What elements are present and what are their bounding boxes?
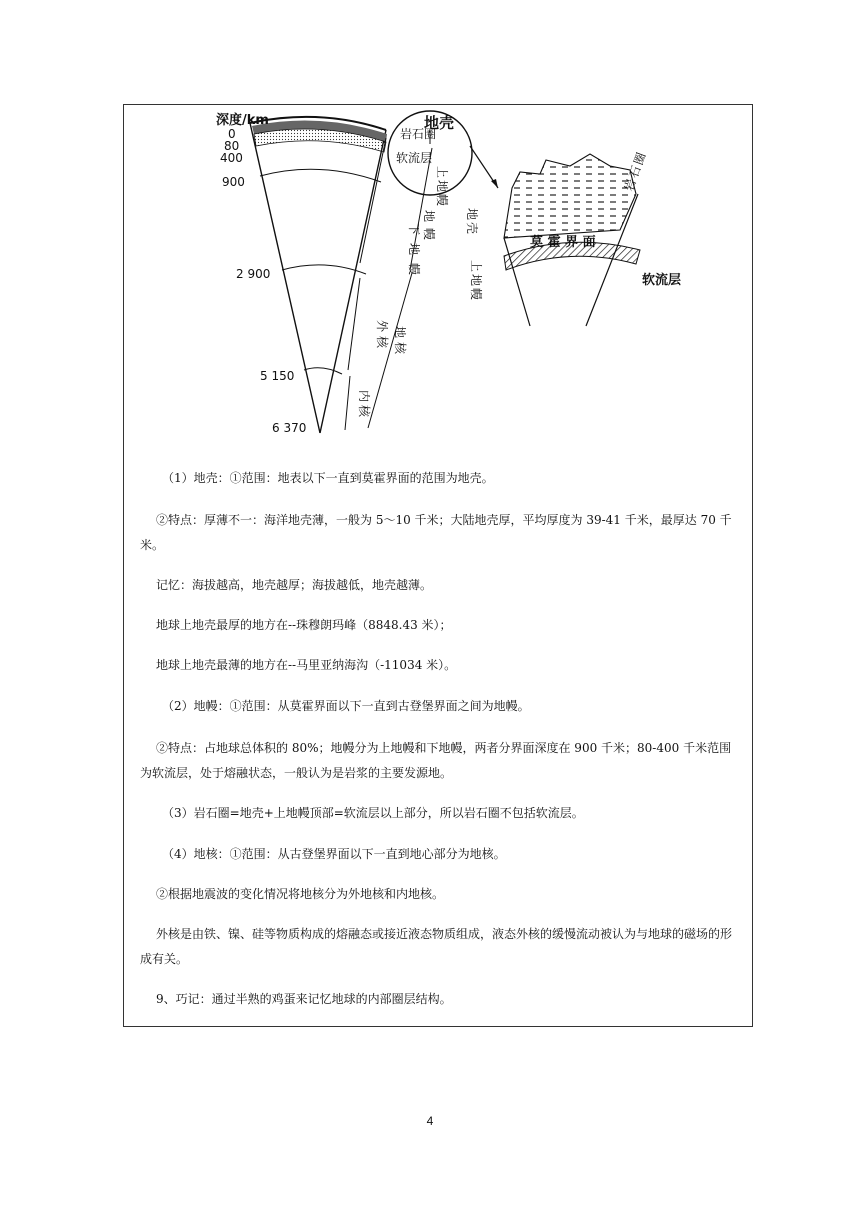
inset-upper-mantle-label: 上地幔	[469, 260, 483, 303]
page-number: 4	[426, 1114, 434, 1128]
depth-tick-2900: 2 900	[236, 267, 271, 281]
upper-mantle-label: 上地幔	[435, 166, 449, 209]
lithosphere-label: 岩石圈	[400, 127, 437, 141]
inset-crust-label: 地壳	[465, 208, 479, 237]
wedge-section	[250, 117, 387, 433]
depth-axis-label: 深度/km	[216, 113, 269, 128]
paragraph-crust-memory: 记忆：海拔越高，地壳越厚；海拔越低，地壳越薄。	[156, 578, 433, 592]
moho-label: 莫 霍 界 面	[530, 235, 596, 250]
mantle-label: 地幔	[422, 210, 436, 247]
paragraph-mantle-features: ②特点：占地球总体积的 80%；地幔分为上地幔和下地幔，两者分界面深度在 900 千米；80-400 千米范围为软流层，处于熔融状态，一般认为是岩浆的主要发源地。	[140, 741, 732, 780]
paragraph-crust-features: ②特点：厚薄不一：海洋地壳薄，一般为 5～10 千米；大陆地壳厚，平均厚度为 39-41 千米，最厚达 70 千米。	[140, 513, 732, 552]
paragraph-outer-core: 外核是由铁、镍、硅等物质构成的熔融态或接近液态物质组成，液态外核的缓慢流动被认为与地球的磁场的形成有关。	[140, 927, 733, 966]
depth-axis	[216, 112, 306, 435]
paragraph-crust-thinnest: 地球上地壳最薄的地方在--马里亚纳海沟（-11034 米）。	[156, 658, 457, 672]
depth-tick-80: 80	[224, 139, 240, 153]
depth-tick-400: 400	[220, 151, 243, 165]
earth-interior-diagram	[200, 108, 720, 448]
paragraph-crust-thickest: 地球上地壳最厚的地方在--珠穆朗玛峰（8848.43 米）；	[156, 618, 452, 632]
paragraph-mantle-range: （2）地幔：①范围：从莫霍界面以下一直到古登堡界面之间为地幔。	[162, 699, 530, 713]
inset-lithosphere-label: 岩石圈	[621, 148, 650, 194]
paragraph-crust-range: （1）地壳：①范围：地表以下一直到莫霍界面的范围为地壳。	[162, 471, 494, 485]
depth-tick-900: 900	[222, 175, 245, 189]
inset-asthenosphere-label: 软流层	[642, 273, 682, 288]
depth-tick-6370: 6 370	[272, 421, 307, 435]
crust-label: 地壳	[424, 114, 455, 132]
paragraph-core-range: （4）地核：①范围：从古登堡界面以下一直到地心部分为地核。	[162, 847, 506, 861]
paragraph-core-division: ②根据地震波的变化情况将地核分为外地核和内地核。	[156, 887, 445, 901]
layer-labels	[357, 114, 454, 420]
depth-tick-5150: 5 150	[260, 369, 295, 383]
asthenosphere-label: 软流层	[396, 151, 433, 165]
paragraph-mnemonic: 9、巧记：通过半熟的鸡蛋来记忆地球的内部圈层结构。	[156, 992, 452, 1006]
paragraph-lithosphere: （3）岩石圈=地壳+上地幔顶部=软流层以上部分，所以岩石圈不包括软流层。	[162, 806, 584, 820]
detail-inset	[465, 148, 681, 326]
outer-core-label: 外核	[375, 320, 389, 353]
inner-core-label: 内核	[357, 390, 371, 421]
lower-mantle-label: 下地幔	[407, 223, 421, 284]
core-label: 地核	[393, 326, 407, 359]
depth-tick-0: 0	[228, 127, 236, 141]
